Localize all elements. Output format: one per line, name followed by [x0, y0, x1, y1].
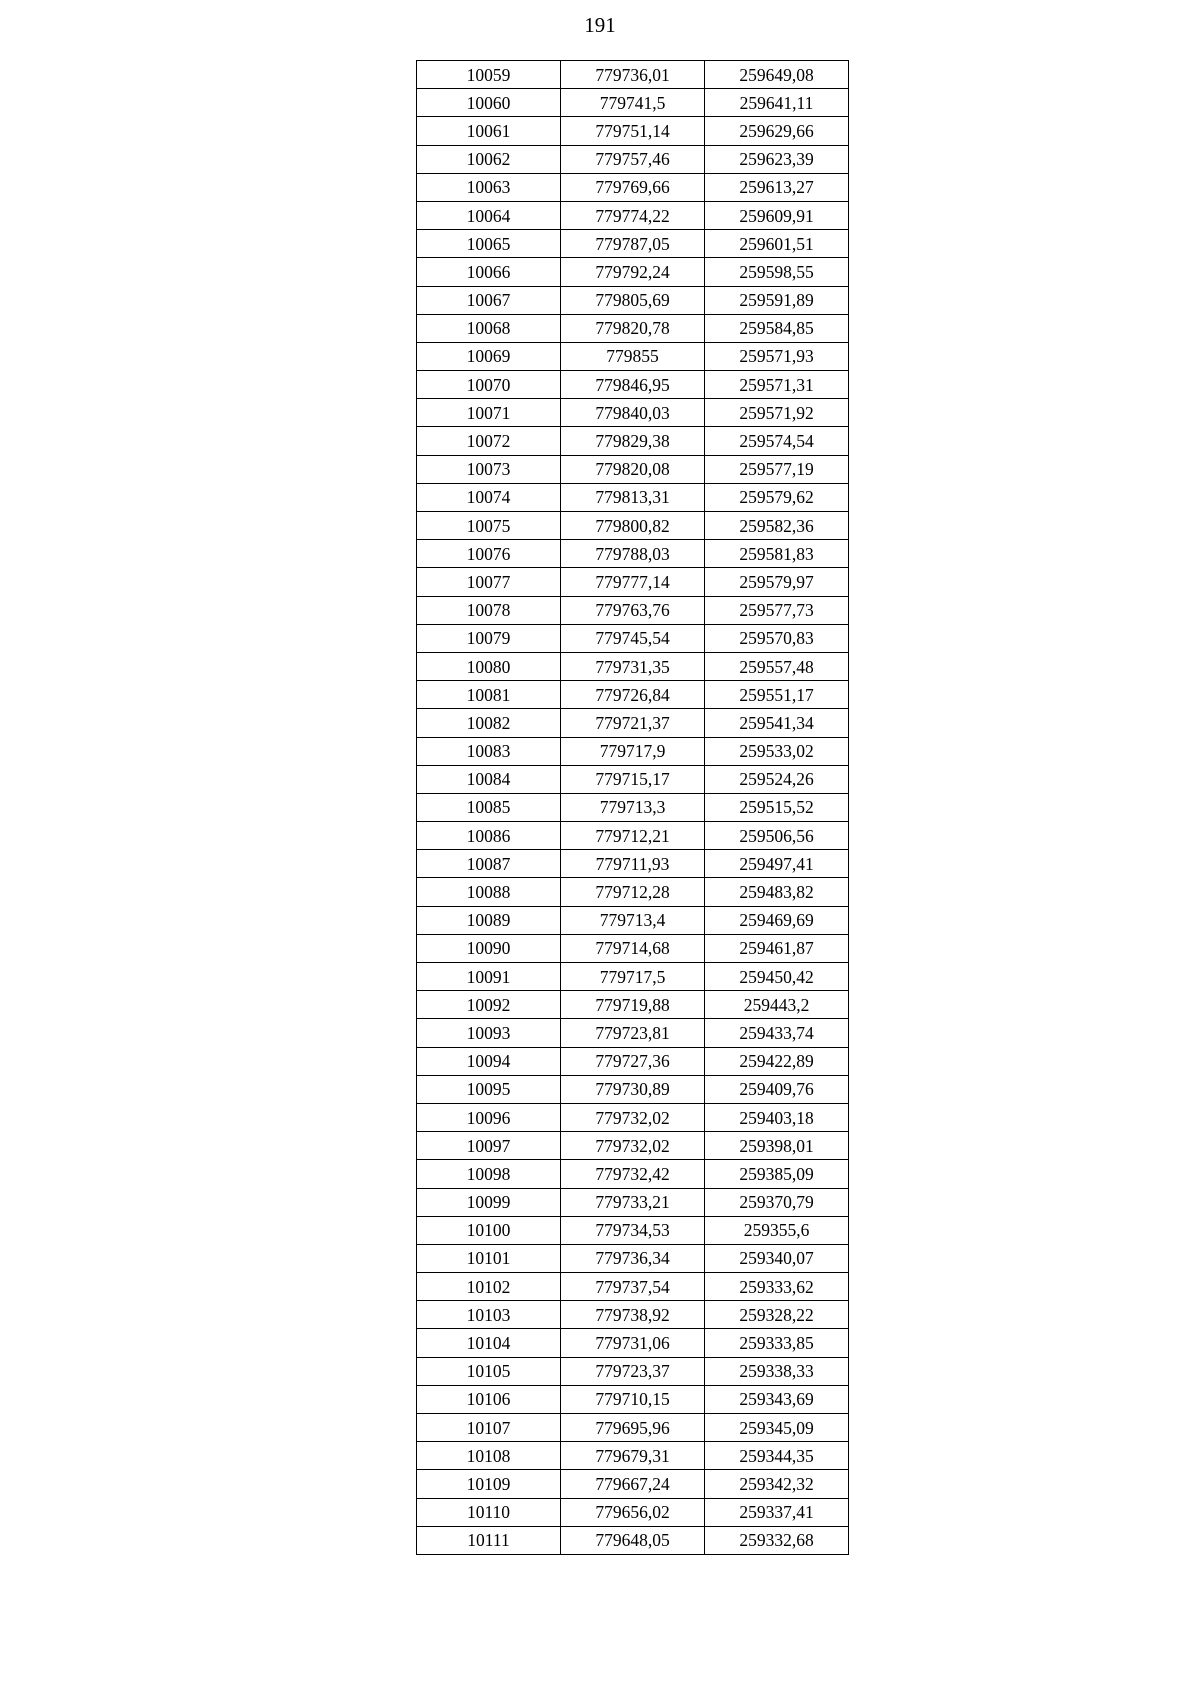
x-coordinate-cell: 779741,5 — [561, 89, 705, 117]
point-number-cell: 10067 — [417, 286, 561, 314]
table-row — [417, 596, 849, 624]
table-row — [417, 963, 849, 991]
point-number-cell: 10096 — [417, 1103, 561, 1131]
point-number-cell: 10086 — [417, 822, 561, 850]
x-coordinate-cell: 779734,53 — [561, 1216, 705, 1244]
y-coordinate-cell: 259483,82 — [705, 878, 849, 906]
table-row — [417, 145, 849, 173]
table-row — [417, 765, 849, 793]
point-number-cell: 10104 — [417, 1329, 561, 1357]
point-number-cell: 10071 — [417, 399, 561, 427]
point-number-cell: 10064 — [417, 201, 561, 229]
table-row — [417, 540, 849, 568]
point-number-cell: 10108 — [417, 1442, 561, 1470]
point-number-cell: 10106 — [417, 1385, 561, 1413]
point-number-cell: 10066 — [417, 258, 561, 286]
point-number-cell: 10073 — [417, 455, 561, 483]
table-row — [417, 286, 849, 314]
table-row — [417, 1385, 849, 1413]
table-row — [417, 117, 849, 145]
point-number-cell: 10062 — [417, 145, 561, 173]
y-coordinate-cell: 259338,33 — [705, 1357, 849, 1385]
table-row — [417, 822, 849, 850]
y-coordinate-cell: 259541,34 — [705, 709, 849, 737]
x-coordinate-cell: 779713,4 — [561, 906, 705, 934]
y-coordinate-cell: 259469,69 — [705, 906, 849, 934]
y-coordinate-cell: 259649,08 — [705, 61, 849, 89]
x-coordinate-cell: 779717,5 — [561, 963, 705, 991]
y-coordinate-cell: 259342,32 — [705, 1470, 849, 1498]
y-coordinate-cell: 259577,19 — [705, 455, 849, 483]
table-row — [417, 1103, 849, 1131]
y-coordinate-cell: 259422,89 — [705, 1047, 849, 1075]
point-number-cell: 10076 — [417, 540, 561, 568]
table-row — [417, 568, 849, 596]
x-coordinate-cell: 779713,3 — [561, 793, 705, 821]
x-coordinate-cell: 779715,17 — [561, 765, 705, 793]
point-number-cell: 10072 — [417, 427, 561, 455]
y-coordinate-cell: 259370,79 — [705, 1188, 849, 1216]
table-row — [417, 793, 849, 821]
point-number-cell: 10084 — [417, 765, 561, 793]
y-coordinate-cell: 259641,11 — [705, 89, 849, 117]
point-number-cell: 10069 — [417, 342, 561, 370]
y-coordinate-cell: 259385,09 — [705, 1160, 849, 1188]
point-number-cell: 10079 — [417, 624, 561, 652]
point-number-cell: 10065 — [417, 230, 561, 258]
x-coordinate-cell: 779829,38 — [561, 427, 705, 455]
x-coordinate-cell: 779813,31 — [561, 483, 705, 511]
y-coordinate-cell: 259579,97 — [705, 568, 849, 596]
point-number-cell: 10060 — [417, 89, 561, 117]
x-coordinate-cell: 779723,81 — [561, 1019, 705, 1047]
x-coordinate-cell: 779751,14 — [561, 117, 705, 145]
x-coordinate-cell: 779667,24 — [561, 1470, 705, 1498]
y-coordinate-cell: 259571,92 — [705, 399, 849, 427]
x-coordinate-cell: 779774,22 — [561, 201, 705, 229]
y-coordinate-cell: 259591,89 — [705, 286, 849, 314]
table-row — [417, 1442, 849, 1470]
x-coordinate-cell: 779732,42 — [561, 1160, 705, 1188]
x-coordinate-cell: 779732,02 — [561, 1132, 705, 1160]
table-row — [417, 1160, 849, 1188]
point-number-cell: 10089 — [417, 906, 561, 934]
y-coordinate-cell: 259450,42 — [705, 963, 849, 991]
y-coordinate-cell: 259333,85 — [705, 1329, 849, 1357]
point-number-cell: 10111 — [417, 1526, 561, 1554]
table-row — [417, 681, 849, 709]
x-coordinate-cell: 779733,21 — [561, 1188, 705, 1216]
point-number-cell: 10077 — [417, 568, 561, 596]
x-coordinate-cell: 779721,37 — [561, 709, 705, 737]
x-coordinate-cell: 779763,76 — [561, 596, 705, 624]
table-row — [417, 624, 849, 652]
y-coordinate-cell: 259433,74 — [705, 1019, 849, 1047]
table-row — [417, 737, 849, 765]
x-coordinate-cell: 779737,54 — [561, 1273, 705, 1301]
y-coordinate-cell: 259601,51 — [705, 230, 849, 258]
x-coordinate-cell: 779855 — [561, 342, 705, 370]
table-row — [417, 89, 849, 117]
coordinates-table — [416, 60, 849, 1555]
x-coordinate-cell: 779800,82 — [561, 512, 705, 540]
x-coordinate-cell: 779712,21 — [561, 822, 705, 850]
table-row — [417, 878, 849, 906]
table-row — [417, 906, 849, 934]
point-number-cell: 10059 — [417, 61, 561, 89]
page-number: 191 — [584, 13, 616, 37]
x-coordinate-cell: 779648,05 — [561, 1526, 705, 1554]
table-row — [417, 850, 849, 878]
point-number-cell: 10093 — [417, 1019, 561, 1047]
point-number-cell: 10101 — [417, 1244, 561, 1272]
x-coordinate-cell: 779727,36 — [561, 1047, 705, 1075]
x-coordinate-cell: 779731,06 — [561, 1329, 705, 1357]
x-coordinate-cell: 779731,35 — [561, 652, 705, 680]
x-coordinate-cell: 779820,08 — [561, 455, 705, 483]
point-number-cell: 10070 — [417, 371, 561, 399]
y-coordinate-cell: 259571,31 — [705, 371, 849, 399]
y-coordinate-cell: 259345,09 — [705, 1414, 849, 1442]
point-number-cell: 10081 — [417, 681, 561, 709]
point-number-cell: 10088 — [417, 878, 561, 906]
x-coordinate-cell: 779769,66 — [561, 173, 705, 201]
point-number-cell: 10094 — [417, 1047, 561, 1075]
y-coordinate-cell: 259344,35 — [705, 1442, 849, 1470]
point-number-cell: 10085 — [417, 793, 561, 821]
y-coordinate-cell: 259506,56 — [705, 822, 849, 850]
table-row — [417, 934, 849, 962]
point-number-cell: 10075 — [417, 512, 561, 540]
point-number-cell: 10082 — [417, 709, 561, 737]
table-row — [417, 1216, 849, 1244]
x-coordinate-cell: 779717,9 — [561, 737, 705, 765]
point-number-cell: 10105 — [417, 1357, 561, 1385]
table-row — [417, 1301, 849, 1329]
y-coordinate-cell: 259515,52 — [705, 793, 849, 821]
table-row — [417, 483, 849, 511]
table-row — [417, 342, 849, 370]
table-row — [417, 427, 849, 455]
x-coordinate-cell: 779805,69 — [561, 286, 705, 314]
x-coordinate-cell: 779730,89 — [561, 1075, 705, 1103]
x-coordinate-cell: 779732,02 — [561, 1103, 705, 1131]
table-row — [417, 201, 849, 229]
point-number-cell: 10074 — [417, 483, 561, 511]
point-number-cell: 10100 — [417, 1216, 561, 1244]
table-row — [417, 455, 849, 483]
point-number-cell: 10097 — [417, 1132, 561, 1160]
point-number-cell: 10092 — [417, 991, 561, 1019]
point-number-cell: 10109 — [417, 1470, 561, 1498]
y-coordinate-cell: 259355,6 — [705, 1216, 849, 1244]
point-number-cell: 10083 — [417, 737, 561, 765]
x-coordinate-cell: 779757,46 — [561, 145, 705, 173]
y-coordinate-cell: 259584,85 — [705, 314, 849, 342]
point-number-cell: 10095 — [417, 1075, 561, 1103]
y-coordinate-cell: 259497,41 — [705, 850, 849, 878]
x-coordinate-cell: 779711,93 — [561, 850, 705, 878]
y-coordinate-cell: 259598,55 — [705, 258, 849, 286]
x-coordinate-cell: 779679,31 — [561, 1442, 705, 1470]
table-row — [417, 61, 849, 89]
x-coordinate-cell: 779712,28 — [561, 878, 705, 906]
y-coordinate-cell: 259557,48 — [705, 652, 849, 680]
point-number-cell: 10098 — [417, 1160, 561, 1188]
table-row — [417, 230, 849, 258]
y-coordinate-cell: 259571,93 — [705, 342, 849, 370]
point-number-cell: 10080 — [417, 652, 561, 680]
point-number-cell: 10110 — [417, 1498, 561, 1526]
table-row — [417, 258, 849, 286]
x-coordinate-cell: 779777,14 — [561, 568, 705, 596]
x-coordinate-cell: 779723,37 — [561, 1357, 705, 1385]
coordinates-table-body — [417, 61, 849, 1555]
point-number-cell: 10087 — [417, 850, 561, 878]
table-row — [417, 1244, 849, 1272]
y-coordinate-cell: 259409,76 — [705, 1075, 849, 1103]
y-coordinate-cell: 259332,68 — [705, 1526, 849, 1554]
y-coordinate-cell: 259524,26 — [705, 765, 849, 793]
y-coordinate-cell: 259403,18 — [705, 1103, 849, 1131]
point-number-cell: 10061 — [417, 117, 561, 145]
table-row — [417, 1414, 849, 1442]
x-coordinate-cell: 779695,96 — [561, 1414, 705, 1442]
x-coordinate-cell: 779745,54 — [561, 624, 705, 652]
table-row — [417, 709, 849, 737]
x-coordinate-cell: 779714,68 — [561, 934, 705, 962]
y-coordinate-cell: 259581,83 — [705, 540, 849, 568]
y-coordinate-cell: 259333,62 — [705, 1273, 849, 1301]
table-row — [417, 512, 849, 540]
table-row — [417, 1329, 849, 1357]
point-number-cell: 10063 — [417, 173, 561, 201]
y-coordinate-cell: 259623,39 — [705, 145, 849, 173]
y-coordinate-cell: 259398,01 — [705, 1132, 849, 1160]
y-coordinate-cell: 259340,07 — [705, 1244, 849, 1272]
y-coordinate-cell: 259574,54 — [705, 427, 849, 455]
x-coordinate-cell: 779820,78 — [561, 314, 705, 342]
table-row — [417, 1273, 849, 1301]
table-row — [417, 1019, 849, 1047]
x-coordinate-cell: 779787,05 — [561, 230, 705, 258]
table-row — [417, 652, 849, 680]
table-row — [417, 371, 849, 399]
y-coordinate-cell: 259579,62 — [705, 483, 849, 511]
point-number-cell: 10090 — [417, 934, 561, 962]
point-number-cell: 10102 — [417, 1273, 561, 1301]
x-coordinate-cell: 779792,24 — [561, 258, 705, 286]
table-row — [417, 399, 849, 427]
y-coordinate-cell: 259613,27 — [705, 173, 849, 201]
x-coordinate-cell: 779726,84 — [561, 681, 705, 709]
x-coordinate-cell: 779846,95 — [561, 371, 705, 399]
x-coordinate-cell: 779710,15 — [561, 1385, 705, 1413]
y-coordinate-cell: 259443,2 — [705, 991, 849, 1019]
x-coordinate-cell: 779840,03 — [561, 399, 705, 427]
point-number-cell: 10103 — [417, 1301, 561, 1329]
y-coordinate-cell: 259582,36 — [705, 512, 849, 540]
y-coordinate-cell: 259461,87 — [705, 934, 849, 962]
point-number-cell: 10068 — [417, 314, 561, 342]
y-coordinate-cell: 259328,22 — [705, 1301, 849, 1329]
point-number-cell: 10099 — [417, 1188, 561, 1216]
table-row — [417, 1526, 849, 1554]
table-row — [417, 1188, 849, 1216]
x-coordinate-cell: 779736,01 — [561, 61, 705, 89]
table-row — [417, 173, 849, 201]
table-row — [417, 991, 849, 1019]
y-coordinate-cell: 259337,41 — [705, 1498, 849, 1526]
point-number-cell: 10107 — [417, 1414, 561, 1442]
table-row — [417, 1132, 849, 1160]
y-coordinate-cell: 259533,02 — [705, 737, 849, 765]
point-number-cell: 10078 — [417, 596, 561, 624]
table-row — [417, 1075, 849, 1103]
y-coordinate-cell: 259629,66 — [705, 117, 849, 145]
table-row — [417, 1498, 849, 1526]
table-row — [417, 314, 849, 342]
y-coordinate-cell: 259577,73 — [705, 596, 849, 624]
y-coordinate-cell: 259343,69 — [705, 1385, 849, 1413]
table-row — [417, 1470, 849, 1498]
y-coordinate-cell: 259551,17 — [705, 681, 849, 709]
x-coordinate-cell: 779736,34 — [561, 1244, 705, 1272]
table-row — [417, 1357, 849, 1385]
point-number-cell: 10091 — [417, 963, 561, 991]
x-coordinate-cell: 779788,03 — [561, 540, 705, 568]
y-coordinate-cell: 259609,91 — [705, 201, 849, 229]
x-coordinate-cell: 779656,02 — [561, 1498, 705, 1526]
x-coordinate-cell: 779738,92 — [561, 1301, 705, 1329]
y-coordinate-cell: 259570,83 — [705, 624, 849, 652]
table-row — [417, 1047, 849, 1075]
x-coordinate-cell: 779719,88 — [561, 991, 705, 1019]
